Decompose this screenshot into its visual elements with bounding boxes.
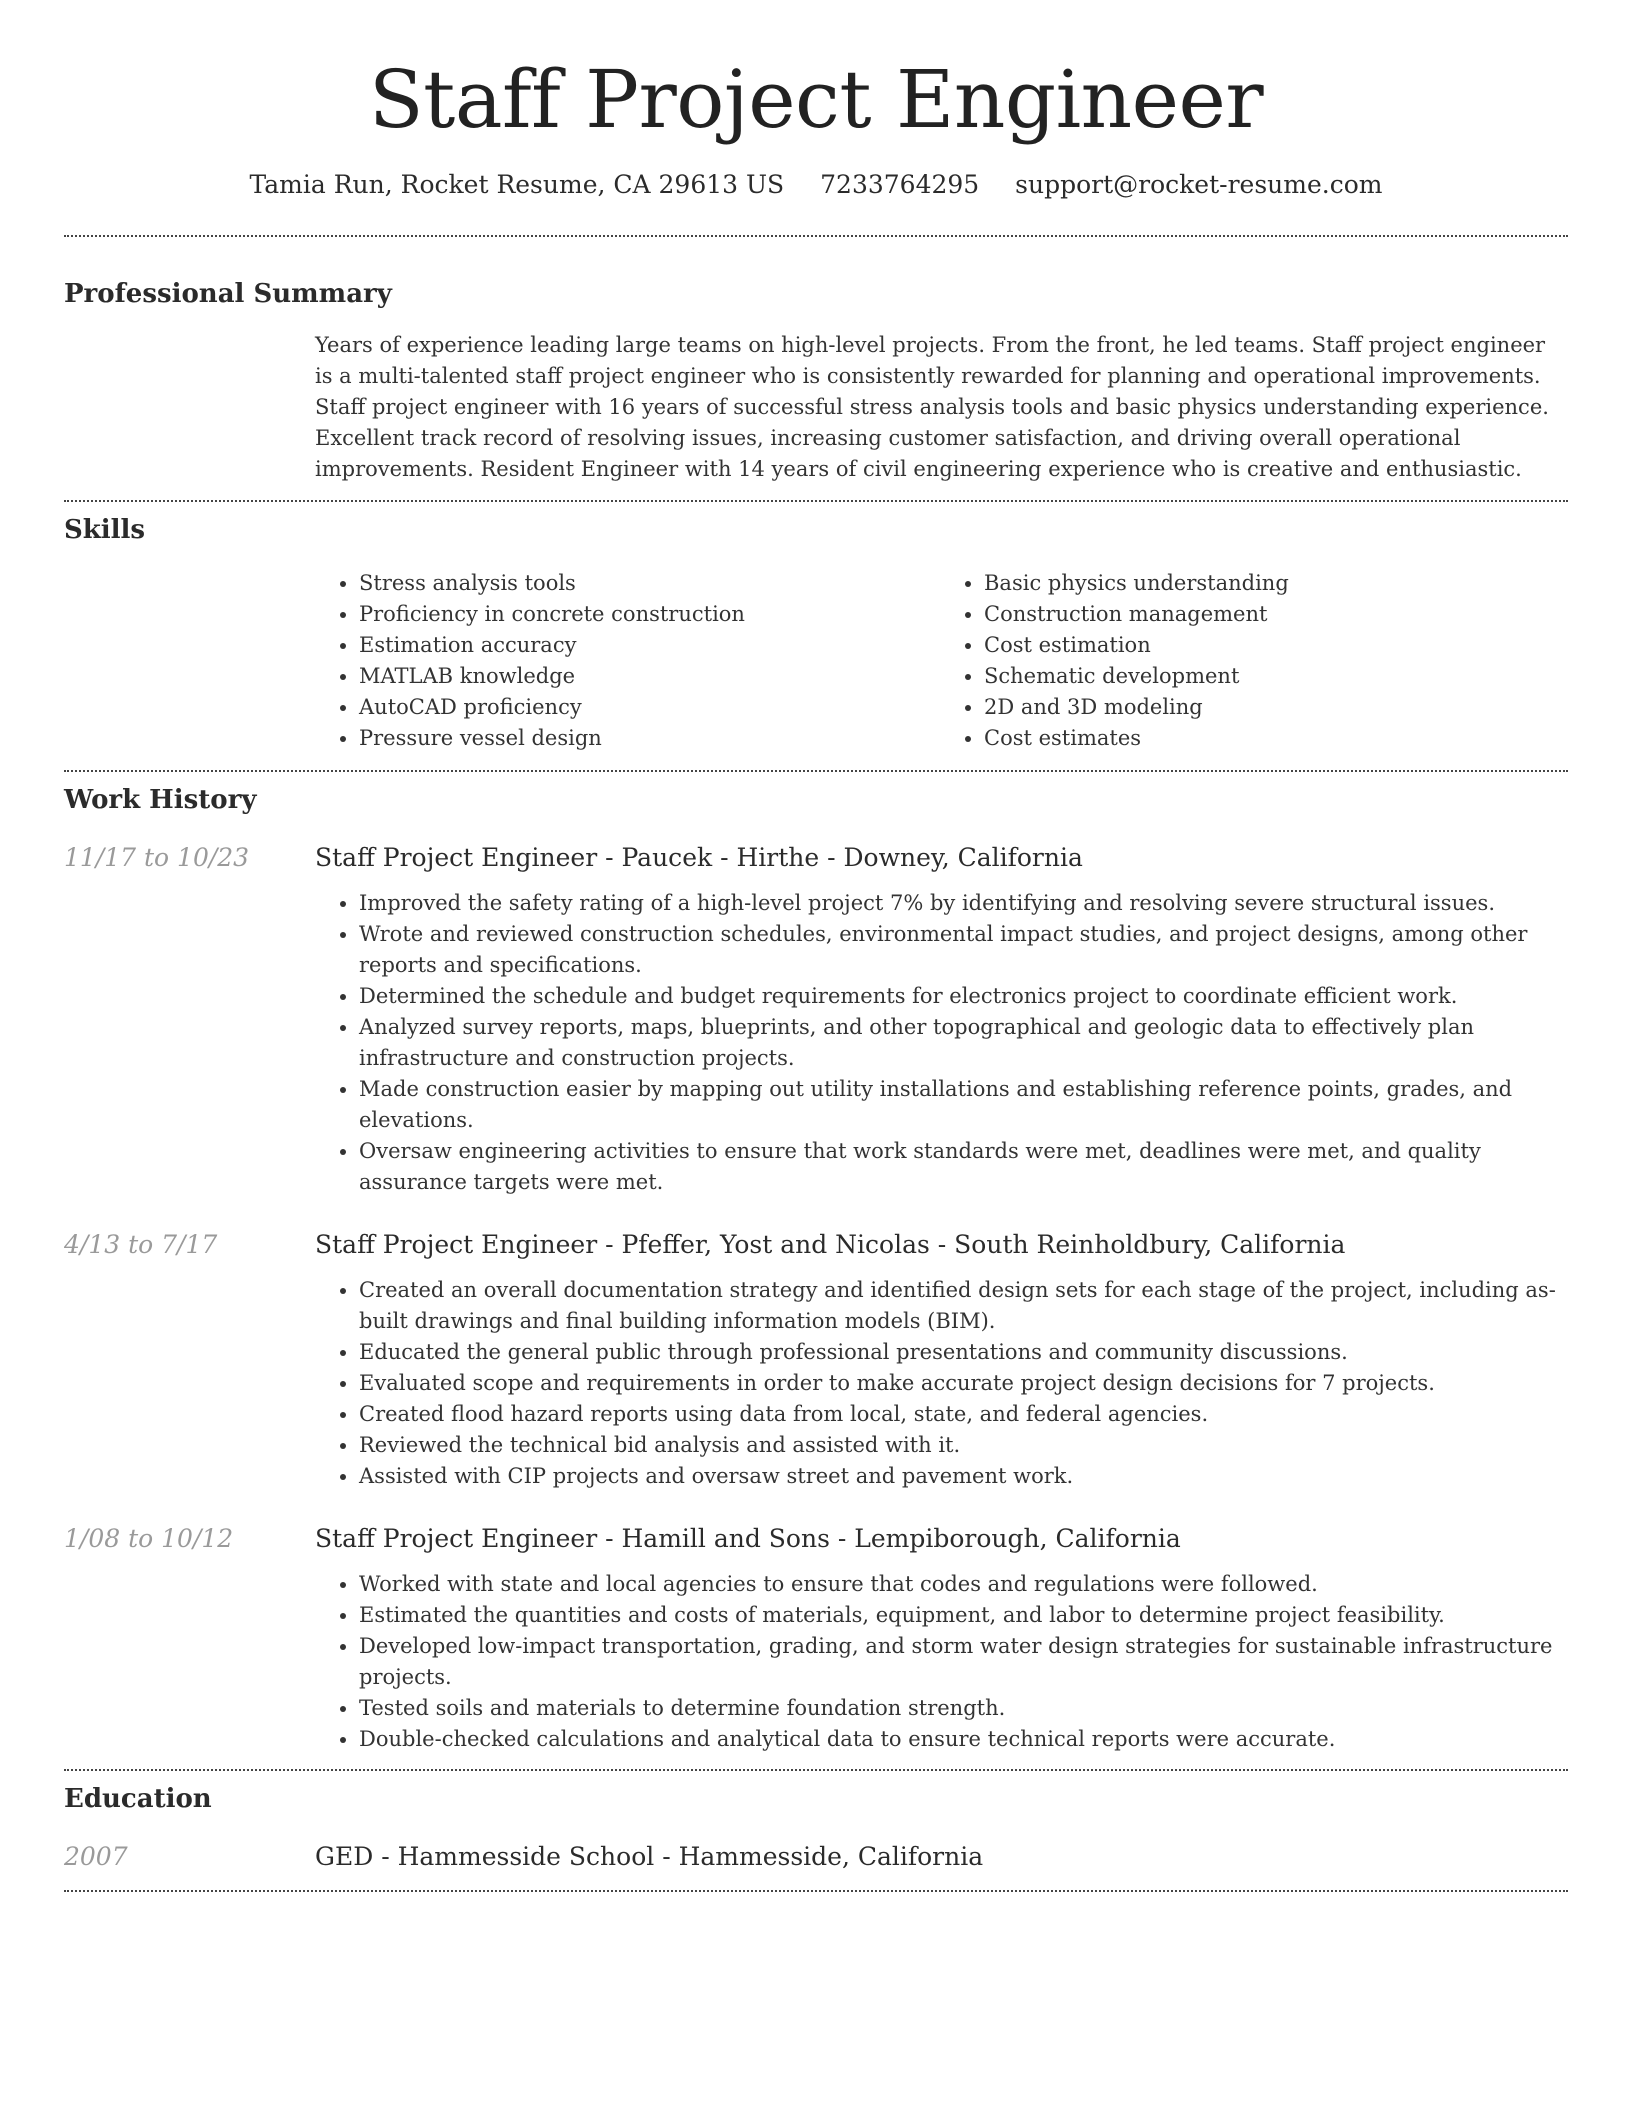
job-dates: 4/13 to 7/17: [64, 1230, 218, 1259]
job-bullet: • Assisted with CIP projects and oversaw street and pavement work.: [359, 1461, 1568, 1492]
job-bullet: • Determined the schedule and budget requirements for electronics project to coordinate efficient work.: [359, 981, 1568, 1012]
skill-item: • Schematic development: [984, 661, 1565, 692]
job-bullet: • Oversaw engineering activities to ensure that work standards were met, deadlines were met, and quality assurance targets were met.: [359, 1136, 1568, 1198]
divider: [64, 1769, 1568, 1771]
contact-line: [64, 168, 1568, 202]
education-title: GED - Hammesside School - Hammesside, California: [315, 1842, 984, 1871]
skill-item: • Proficiency in concrete construction: [359, 599, 940, 630]
job-bullet: • Created flood hazard reports using data from local, state, and federal agencies.: [359, 1399, 1568, 1430]
contact-address: Tamia Run, Rocket Resume, CA 29613 US: [249, 170, 785, 199]
skill-item: • Basic physics understanding: [984, 568, 1565, 599]
job-bullet: • Developed low-impact transportation, grading, and storm water design strategies for sustainable infrastructure projects.: [359, 1631, 1568, 1693]
contact-email: support@rocket-resume.com: [1015, 170, 1383, 199]
education-section: [64, 1782, 1568, 1874]
divider: [64, 770, 1568, 772]
resume-title: Staff Project Engineer: [368, 53, 1264, 146]
job-bullet: • Tested soils and materials to determine foundation strength.: [359, 1693, 1568, 1724]
job-bullet: • Double-checked calculations and analytical data to ensure technical reports were accurate.: [359, 1724, 1568, 1755]
skills-heading: Skills: [64, 515, 146, 545]
resume-page: [64, 0, 1568, 1892]
job-bullet: • Analyzed survey reports, maps, blueprints, and other topographical and geologic data to effectively plan infrastructure and construction projects.: [359, 1012, 1568, 1074]
job-bullet: • Improved the safety rating of a high-level project 7% by identifying and resolving severe structural issues.: [359, 888, 1568, 919]
divider: [64, 235, 1568, 237]
job-bullet: • Evaluated scope and requirements in order to make accurate project design decisions for 7 projects.: [359, 1368, 1568, 1399]
skill-item: • Construction management: [984, 599, 1565, 630]
job-bullet: • Worked with state and local agencies to ensure that codes and regulations were followed.: [359, 1569, 1568, 1600]
skill-item: • Stress analysis tools: [359, 568, 940, 599]
job-bullet-list: [315, 1275, 1568, 1492]
skill-item: • Cost estimates: [984, 723, 1565, 754]
job-title: Staff Project Engineer - Paucek - Hirthe - Downey, California: [315, 843, 1083, 872]
summary-heading: Professional Summary: [64, 279, 392, 309]
contact-phone: 7233764295: [820, 170, 980, 199]
job-bullet: • Made construction easier by mapping out utility installations and establishing reference points, grades, and elevations.: [359, 1074, 1568, 1136]
education-heading: Education: [64, 1784, 212, 1814]
job-entry: [64, 841, 1568, 1198]
job-bullet: • Estimated the quantities and costs of materials, equipment, and labor to determine project feasibility.: [359, 1600, 1568, 1631]
skill-item: • Estimation accuracy: [359, 630, 940, 661]
education-year: 2007: [64, 1842, 128, 1871]
job-title: Staff Project Engineer - Hamill and Sons - Lempiborough, California: [315, 1524, 1181, 1553]
job-bullet: • Created an overall documentation strategy and identified design sets for each stage of the project, including as-built drawings and final building information models (BIM).: [359, 1275, 1568, 1337]
job-bullet-list: [315, 1569, 1568, 1755]
education-entry: [64, 1840, 1568, 1874]
divider: [64, 1890, 1568, 1892]
skill-item: • AutoCAD proficiency: [359, 692, 940, 723]
job-bullet: • Reviewed the technical bid analysis and assisted with it.: [359, 1430, 1568, 1461]
summary-text: Years of experience leading large teams on high-level projects. From the front, he led teams. Staff project engineer is a multi-talented staff project engineer who is consistently rewarded for planning and operational improvements. Staff project engineer with 16 years of successful stress analysis tools and basic physics understanding experience. Excellent track record of resolving issues, increasing customer satisfaction, and driving overall operational improvements. Resident Engineer with 14 years of civil engineering experience who is creative and enthusiastic.: [315, 333, 1549, 481]
job-title: Staff Project Engineer - Pfeffer, Yost and Nicolas - South Reinholdbury, California: [315, 1230, 1346, 1259]
job-entry: [64, 1228, 1568, 1492]
work-history-section: [64, 783, 1568, 1755]
job-bullet: • Educated the general public through professional presentations and community discussions.: [359, 1337, 1568, 1368]
job-bullet-list: [315, 888, 1568, 1198]
divider: [64, 500, 1568, 502]
work-history-heading: Work History: [64, 785, 257, 815]
job-dates: 11/17 to 10/23: [64, 843, 250, 872]
skill-item: • 2D and 3D modeling: [984, 692, 1565, 723]
skill-item: • Cost estimation: [984, 630, 1565, 661]
skills-list-left: [315, 568, 940, 754]
job-dates: 1/08 to 10/12: [64, 1524, 234, 1553]
skills-section: [64, 513, 1568, 754]
skill-item: • Pressure vessel design: [359, 723, 940, 754]
skills-list-right: [940, 568, 1565, 754]
skill-item: • MATLAB knowledge: [359, 661, 940, 692]
job-bullet: • Wrote and reviewed construction schedules, environmental impact studies, and project designs, among other reports and specifications.: [359, 919, 1568, 981]
job-entry: [64, 1522, 1568, 1755]
summary-section: [64, 277, 1568, 485]
